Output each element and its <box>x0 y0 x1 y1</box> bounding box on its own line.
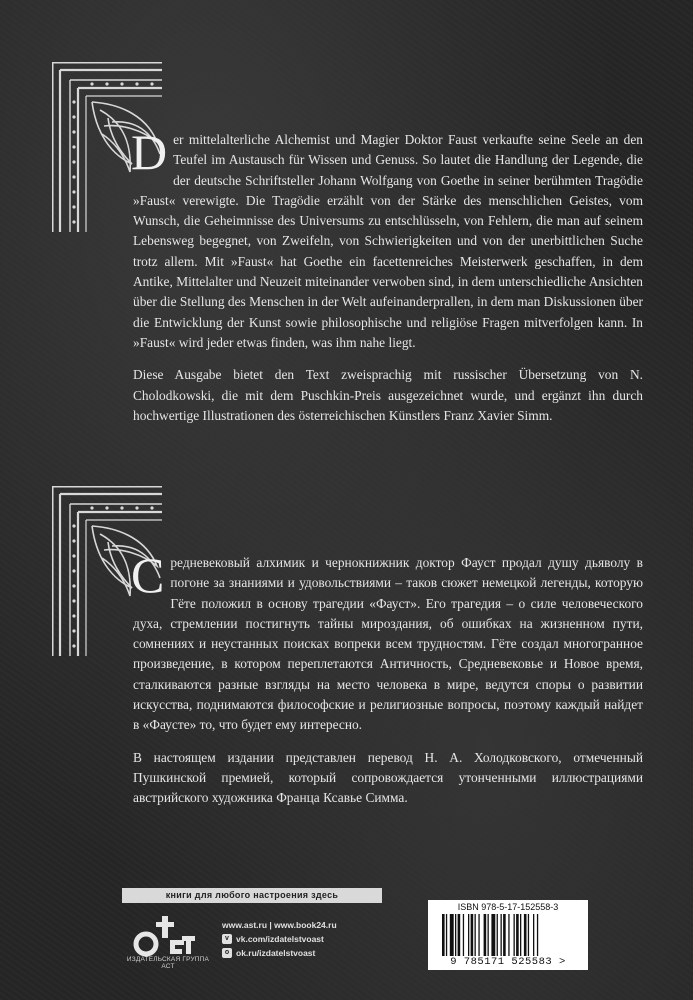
vk-link[interactable]: vk.com/izdatelstvoast <box>236 934 324 944</box>
vk-icon: v <box>222 934 232 944</box>
german-paragraph-1-text: er mittelalterliche Alchemist und Magier Doktor Faust verkaufte seine Seele an den Teufel im Austausch für Wissen und Genuss. So lautet die Handlung der Legende, die der deutsche Schriftsteller Johann Wolfgang von Goethe in seiner berühmten Tragödie »Faust« verewigte. Die Tragödie erzählt von der Stärke des menschlichen Geistes, vom Wunsch, die Geheimnisse des Universums zu entschlüsseln, von Fehlern, die man auf seinem Lebensweg begegnet, von Zweifeln, von Schwierigkeiten und von der unerbittlichen Suche trotz allem. Mit »Faust« hat Goethe ein facettenreiches Meisterwerk geschaffen, in dem Antike, Mittelalter und Neuzeit miteinander verwoben sind, in dem unterschiedliche Ansichten über die Stellung des Menschen in der Welt aufeinanderprallen, in dem man Diskussionen über die Entwicklung der Kunst sowie philosophische und religiöse Fragen mitverfolgen kann. In »Faust« wird jeder etwas finden, was ihm nahe liegt. <box>133 132 643 350</box>
german-dropcap: D <box>131 124 168 180</box>
odnoklassniki-icon: o <box>222 948 232 958</box>
ok-link[interactable]: ok.ru/izdatelstvoast <box>236 948 316 958</box>
publisher-links <box>222 918 337 960</box>
barcode-icon <box>438 914 578 958</box>
vk-row <box>222 932 337 946</box>
russian-dropcap: С <box>131 547 165 603</box>
ok-row <box>222 946 337 960</box>
russian-description <box>131 547 643 821</box>
publisher-group-caption: ИЗДАТЕЛЬСКАЯ ГРУППА АСТ <box>126 956 210 970</box>
isbn-number: ISBN 978-5-17-152558-3 <box>457 902 559 912</box>
isbn-barcode-box <box>428 900 588 970</box>
publisher-tagline: книги для любого настроения здесь <box>122 888 382 903</box>
russian-paragraph-2: В настоящем издании представлен перевод Н. А. Холодковского, отмеченный Пушкинской премией, который сопровождается утонченными иллюстрациями австрийского художника Франца Ксавье Симма. <box>133 749 643 806</box>
german-paragraph-1 <box>131 124 643 353</box>
websites-link[interactable]: www.ast.ru | www.book24.ru <box>222 920 337 930</box>
publisher-footer <box>122 888 592 968</box>
websites-row <box>222 918 337 932</box>
german-description <box>131 124 643 438</box>
german-paragraph-2: Diese Ausgabe bietet den Text zweisprachig mit russischer Übersetzung von N. Cholodkowski, die mit dem Puschkin-Preis ausgezeichnet wurde, und ergänzt ihn durch hochwertige Illustrationen des österreichischen Künstlers Franz Xavier Simm. <box>133 367 643 423</box>
russian-paragraph-1-text: редневековый алхимик и чернокнижник доктор Фауст продал душу дьяволу в погоне за знаниями и удовольствиями – таков сюжет немецкой легенды, которую Гёте положил в основу трагедии «Фауст». Его трагедия – о силе человеческого духа, стремлении постигнуть тайны мироздания, об ошибках на жизненном пути, сомнениях и неустанных поисках вопреки всем трудностям. Гёте создал многогранное произведение, в котором переплетаются Античность, Средневековье и Новое время, сталкиваются разные взгляды на место человека в мире, ведутся споры о развитии искусства, поднимаются философские и религиозные вопросы, поэтому каждый найдет в «Фаусте» то, что будет ему интересно. <box>133 555 643 733</box>
barcode-digits: 9 785171 525583 > <box>450 956 566 968</box>
russian-paragraph-1 <box>131 547 643 736</box>
